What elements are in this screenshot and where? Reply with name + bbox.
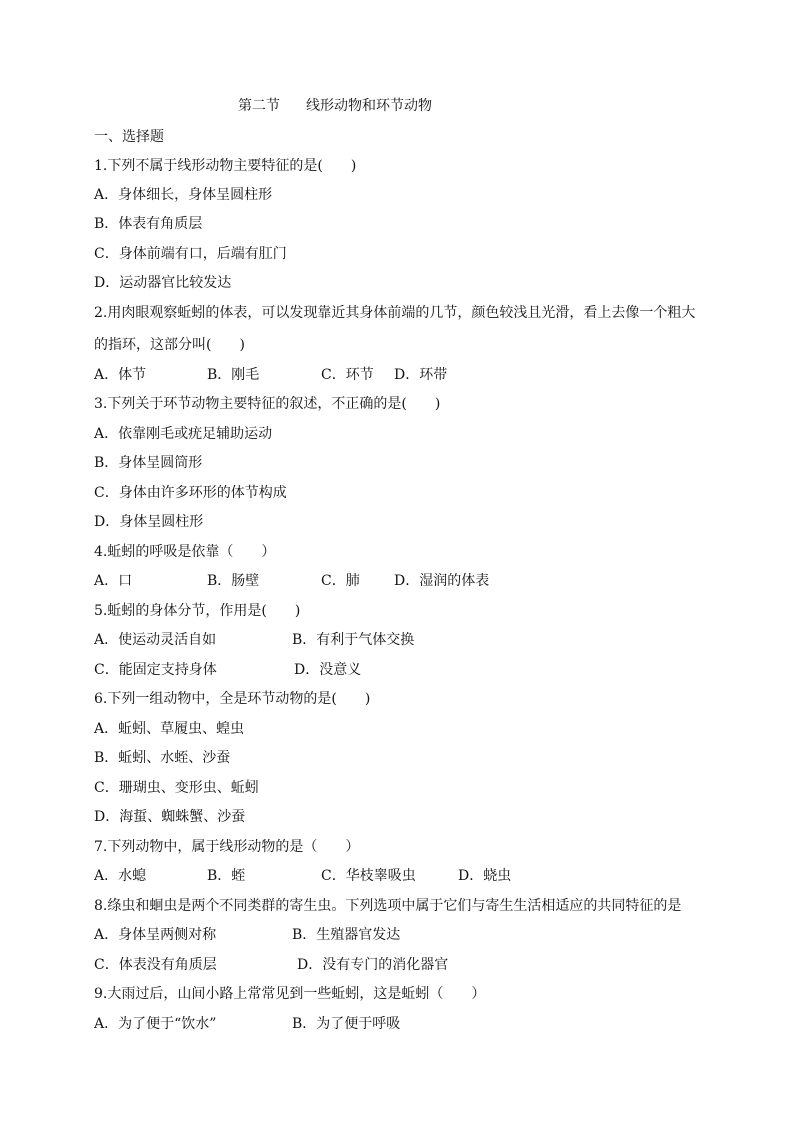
question-6-stem: 6.下列一组动物中，全是环节动物的是( ) [94, 691, 371, 707]
question-5-option-c: C．能固定支持身体 [94, 662, 217, 678]
question-3-option-d: D．身体呈圆柱形 [94, 514, 204, 530]
question-2-option-b: B．刚毛 [207, 367, 260, 383]
question-9-stem: 9.大雨过后，山间小路上常常见到一些蚯蚓，这是蚯蚓（ ） [94, 986, 486, 1002]
question-2-stem-line-1: 2.用肉眼观察蚯蚓的体表，可以发现靠近其身体前端的几节，颜色较浅且光滑，看上去像一个粗大 [94, 305, 696, 321]
question-6-option-c: C．珊瑚虫、变形虫、蚯蚓 [94, 780, 259, 796]
question-8-option-c: C．体表没有角质层 [94, 957, 217, 973]
question-7-option-a: A．水螅 [94, 868, 147, 884]
question-4-option-d: D．湿润的体表 [394, 573, 490, 589]
question-7-stem: 7.下列动物中，属于线形动物的是（ ） [94, 839, 360, 855]
question-7-option-c: C．华枝睾吸虫 [321, 868, 416, 884]
question-1-option-b: B．体表有角质层 [94, 216, 203, 232]
question-8-option-a: A．身体呈两侧对称 [94, 927, 217, 943]
question-9-option-b: B．为了便于呼吸 [292, 1016, 401, 1032]
question-5-option-a: A．使运动灵活自如 [94, 632, 217, 648]
question-1-option-a: A．身体细长，身体呈圆柱形 [94, 187, 273, 203]
question-2-stem-line-2: 的指环，这部分叫( ) [94, 337, 245, 353]
question-7-option-d: D．蛲虫 [458, 868, 512, 884]
question-8-option-b: B．生殖器官发达 [292, 927, 401, 943]
question-6-option-b: B．蚯蚓、水蛭、沙蚕 [94, 750, 231, 766]
question-7-option-b: B．蛭 [207, 868, 246, 884]
question-4-option-b: B．肠壁 [207, 573, 260, 589]
question-2-option-d: D．环带 [394, 367, 448, 383]
question-5-stem: 5.蚯蚓的身体分节，作用是( ) [94, 603, 301, 619]
question-6-option-a: A．蚯蚓、草履虫、蝗虫 [94, 721, 245, 737]
question-2-option-c: C．环节 [321, 367, 374, 383]
question-1-option-c: C．身体前端有口，后端有肛门 [94, 246, 287, 262]
page-title [238, 97, 432, 115]
question-3-option-a: A．依靠刚毛或疣足辅助运动 [94, 426, 273, 442]
question-3-option-b: B．身体呈圆筒形 [94, 455, 203, 471]
question-4-option-a: A．口 [94, 573, 133, 589]
question-4-option-c: C．肺 [321, 573, 360, 589]
question-5-option-b: B．有利于气体交换 [292, 632, 415, 648]
question-8-stem: 8.绦虫和蛔虫是两个不同类群的寄生虫。下列选项中属于它们与寄生生活相适应的共同特征的是 [94, 898, 682, 914]
question-9-option-a: A．为了便于“饮水” [94, 1016, 217, 1032]
question-3-stem: 3.下列关于环节动物主要特征的叙述，不正确的是( ) [94, 396, 441, 412]
question-1-stem: 1.下列不属于线形动物主要特征的是( ) [94, 158, 357, 174]
question-1-option-d: D．运动器官比较发达 [94, 275, 232, 291]
title-topic: 线形动物和环节动物 [306, 98, 432, 114]
question-3-option-c: C．身体由许多环形的体节构成 [94, 485, 287, 501]
question-6-option-d: D．海蜇、蜘蛛蟹、沙蚕 [94, 809, 246, 825]
question-4-stem: 4.蚯蚓的呼吸是依靠（ ） [94, 544, 276, 560]
section-heading: 一、选择题 [94, 129, 164, 145]
question-8-option-d: D．没有专门的消化器官 [297, 957, 449, 973]
title-section: 第二节 [238, 98, 280, 114]
question-5-option-d: D．没意义 [294, 662, 362, 678]
question-2-option-a: A．体节 [94, 367, 147, 383]
